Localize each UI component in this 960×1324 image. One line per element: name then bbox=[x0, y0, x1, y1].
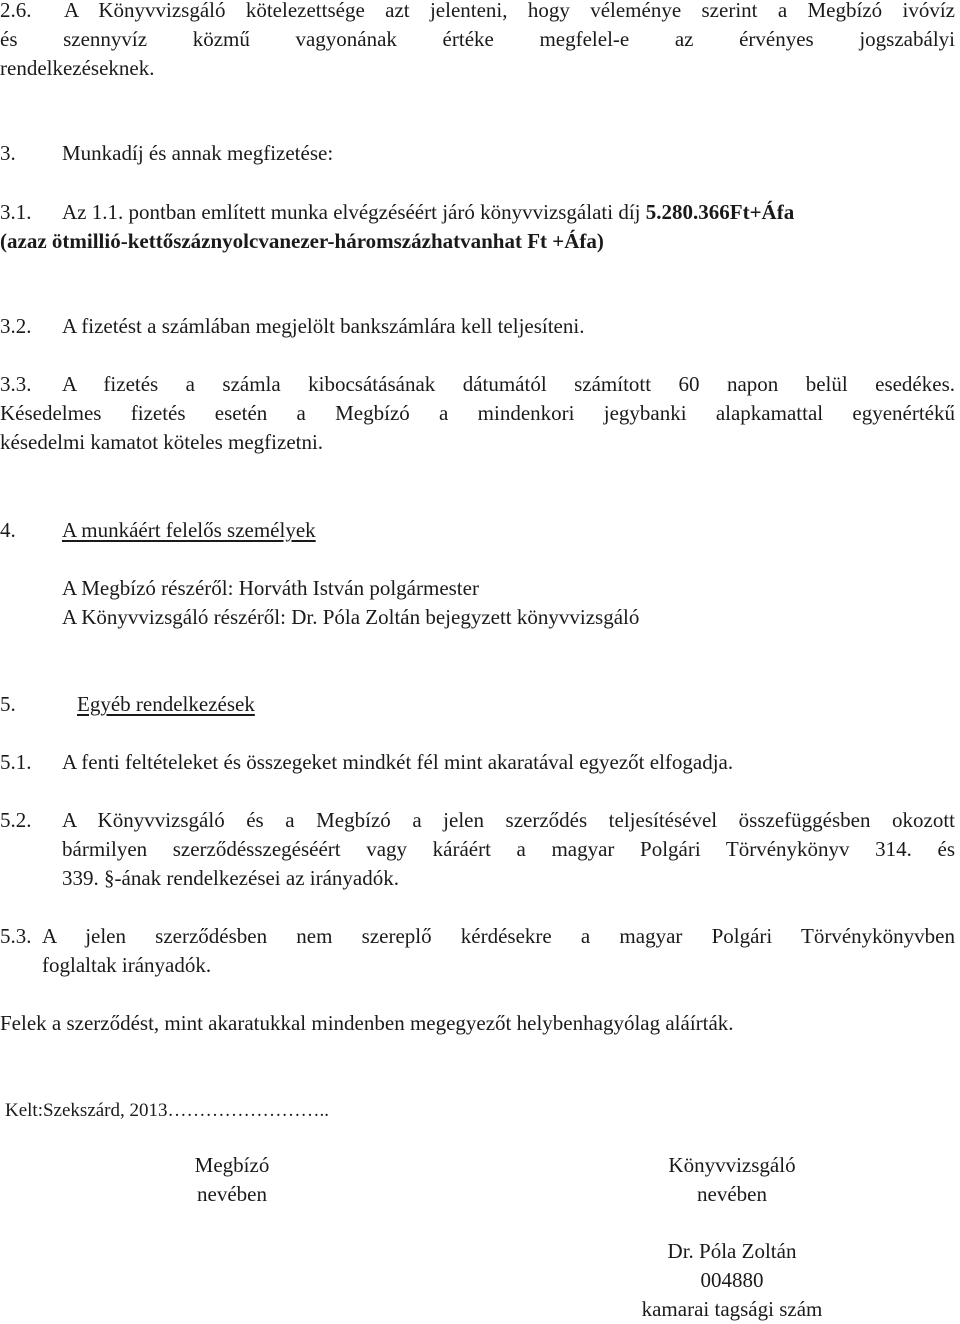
section-text-line: foglaltak irányadók. bbox=[42, 953, 212, 977]
section-text-line: rendelkezéseknek. bbox=[0, 56, 155, 80]
signature-client bbox=[132, 1151, 332, 1209]
signature-role: Megbízó bbox=[194, 1153, 270, 1177]
section-5-heading bbox=[0, 690, 255, 719]
client-representative: A Megbízó részéről: Horváth István polgármester bbox=[62, 576, 479, 600]
auditor-representative: A Könyvvizsgáló részéről: Dr. Póla Zoltán bejegyzett könyvvizsgáló bbox=[62, 605, 640, 629]
fee-amount: 5.280.366Ft+Áfa bbox=[645, 200, 795, 224]
section-title: Munkadíj és annak megfizetése: bbox=[62, 141, 334, 165]
section-text-line: A Könyvvizsgáló kötelezettsége azt jelenteni, hogy véleménye szerint a Megbízó ivóvíz bbox=[64, 0, 955, 22]
signatory-name: Dr. Póla Zoltán bbox=[667, 1239, 797, 1263]
section-3-1 bbox=[0, 198, 955, 256]
section-2-6 bbox=[0, 0, 955, 83]
place-and-date: Kelt:Szekszárd, 2013…………………….. bbox=[5, 1100, 330, 1121]
section-3-2 bbox=[0, 312, 584, 341]
section-text-line: bármilyen szerződésszegéséért vagy káráért a magyar Polgári Törvénykönyv 314. és bbox=[62, 837, 955, 861]
section-title: A munkáért felelős személyek bbox=[62, 518, 316, 542]
section-number: 4. bbox=[0, 518, 16, 542]
closing-statement: Felek a szerződést, mint akaratukkal mindenben megegyezőt helybenhagyólag aláírták. bbox=[0, 1011, 734, 1035]
section-number: 2.6. bbox=[0, 0, 32, 22]
section-number: 3.3. bbox=[0, 372, 32, 396]
section-5-1 bbox=[0, 748, 733, 777]
signature-role: Könyvvizsgáló bbox=[668, 1153, 796, 1177]
section-number: 3. bbox=[0, 141, 16, 165]
fee-description: Az 1.1. pontban említett munka elvégzéséért járó könyvvizsgálati díj bbox=[62, 200, 646, 224]
section-text-line: A Könyvvizsgáló és a Megbízó a jelen szerződés teljesítésével összefüggésben okozott bbox=[62, 808, 955, 832]
section-5-3 bbox=[0, 922, 955, 980]
responsible-persons bbox=[62, 574, 639, 632]
section-text: A fizetést a számlában megjelölt bankszámlára kell teljesíteni. bbox=[62, 314, 585, 338]
section-text-line: A fizetés a számla kibocsátásának dátumától számított 60 napon belül esedékes. bbox=[62, 372, 955, 396]
section-5-2 bbox=[0, 806, 955, 893]
section-text-line: és szennyvíz közmű vagyonának értéke megfelel-e az érvényes jogszabályi bbox=[0, 27, 955, 51]
chamber-number-label: kamarai tagsági szám bbox=[641, 1297, 823, 1321]
section-number: 5.3. bbox=[0, 924, 32, 948]
section-text-line: 339. §-ának rendelkezései az irányadók. bbox=[62, 866, 400, 890]
section-text-line: késedelmi kamatot köteles megfizetni. bbox=[0, 430, 324, 454]
section-title: Egyéb rendelkezések bbox=[77, 692, 255, 716]
signature-on-behalf: nevében bbox=[197, 1182, 267, 1206]
section-number: 5.2. bbox=[0, 808, 32, 832]
section-4-heading bbox=[0, 516, 316, 545]
section-number: 5. bbox=[0, 692, 16, 716]
section-text-line: A jelen szerződésben nem szereplő kérdésekre a magyar Polgári Törvénykönyvben bbox=[42, 924, 955, 948]
signature-auditor bbox=[612, 1151, 852, 1324]
section-text: A fenti feltételeket és összegeket mindkét fél mint akaratával egyezőt elfogadja. bbox=[62, 750, 734, 774]
section-number: 3.2. bbox=[0, 314, 32, 338]
chamber-number: 004880 bbox=[700, 1268, 764, 1292]
section-3-heading bbox=[0, 139, 333, 168]
fee-amount-in-words: (azaz ötmillió-kettőszáznyolcvanezer-háromszázhatvanhat Ft +Áfa) bbox=[0, 229, 604, 253]
signature-on-behalf: nevében bbox=[697, 1182, 767, 1206]
section-number: 3.1. bbox=[0, 200, 32, 224]
section-3-3 bbox=[0, 370, 955, 457]
section-number: 5.1. bbox=[0, 750, 32, 774]
section-text-line: Késedelmes fizetés esetén a Megbízó a mindenkori jegybanki alapkamattal egyenértékű bbox=[0, 401, 955, 425]
